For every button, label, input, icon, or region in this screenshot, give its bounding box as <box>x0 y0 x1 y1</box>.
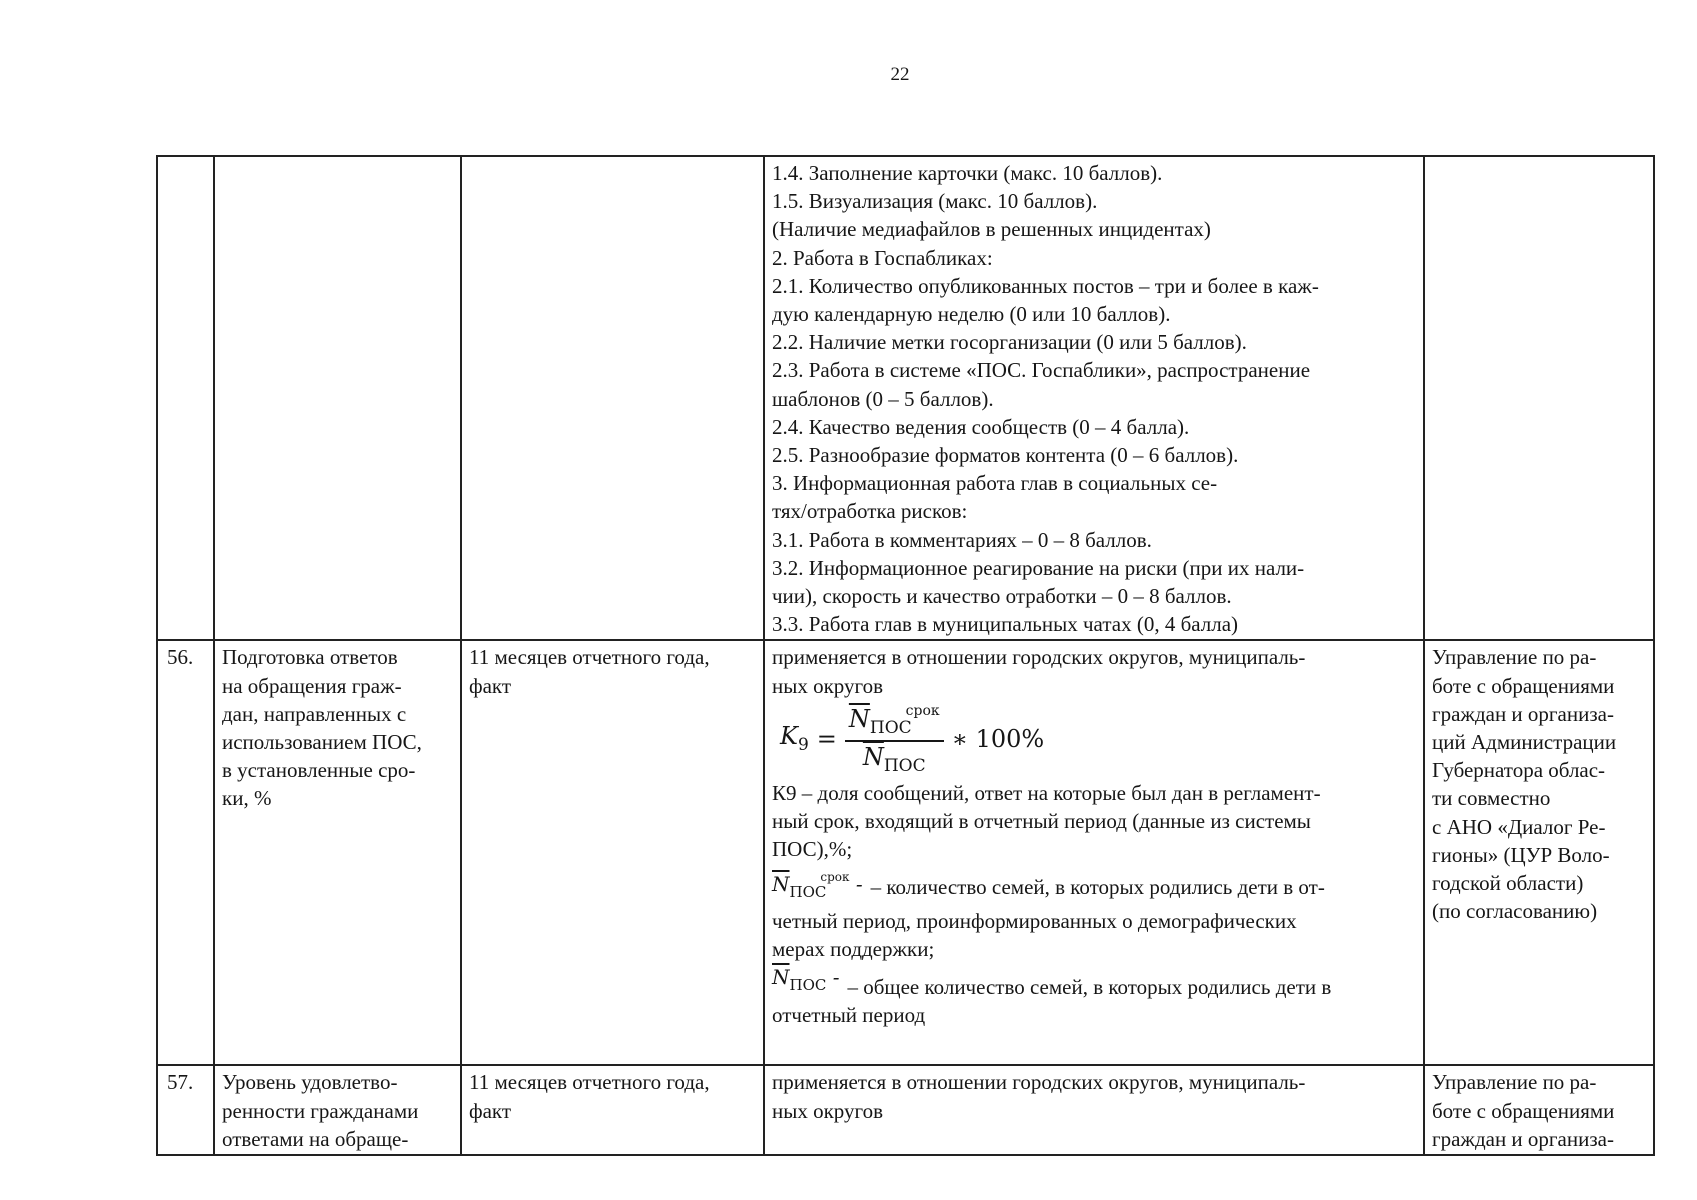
indicators-table <box>156 155 1655 1156</box>
indicator-line: Уровень удовлетво- <box>222 1070 398 1095</box>
cell-method <box>764 1065 1424 1155</box>
cell-responsible <box>1424 156 1654 640</box>
indicator-line: Подготовка ответов <box>222 645 398 670</box>
cell-method <box>764 156 1424 640</box>
formula-multiplier: ∗ 100% <box>951 725 1045 754</box>
indicator-line: дан, направленных с <box>222 701 407 726</box>
formula-fraction <box>845 704 944 775</box>
period-line: факт <box>469 1098 512 1123</box>
responsible-line: боте с обращениями <box>1432 1098 1615 1123</box>
n-srok-line: четный период, проинформированных о демографических <box>772 908 1297 933</box>
criteria-line: 3.2. Информационное реагирование на риски (при их нали- <box>772 555 1305 580</box>
cell-indicator <box>214 1065 461 1155</box>
period-line: 11 месяцев отчетного года, <box>469 1070 710 1095</box>
responsible-line: Управление по ра- <box>1432 645 1597 670</box>
criteria-line: 1.4. Заполнение карточки (макс. 10 баллов). <box>772 161 1163 185</box>
indicator-line: ки, % <box>222 786 272 811</box>
responsible-line: Управление по ра- <box>1432 1070 1597 1095</box>
row-number: 57. <box>167 1070 194 1095</box>
cell-period <box>461 1065 764 1155</box>
n-srok-line: – количество семей, в которых родились дети в от- <box>870 875 1325 900</box>
cell-number <box>157 156 214 640</box>
formula-lhs: $K_9$ <box>780 722 809 756</box>
criteria-line: 3. Информационная работа глав в социальных се- <box>772 471 1218 496</box>
table-row-57 <box>157 1065 1654 1155</box>
criteria-line: 3.3. Работа глав в муниципальных чатах (0, 4 балла) <box>772 612 1239 637</box>
criteria-line: 3.1. Работа в комментариях – 0 – 8 баллов. <box>772 527 1152 552</box>
responsible-line: (по согласованию) <box>1432 899 1598 924</box>
responsible-line: граждан и организа- <box>1432 1126 1614 1151</box>
period-line: 11 месяцев отчетного года, <box>469 645 710 670</box>
cell-responsible <box>1424 1065 1654 1155</box>
criteria-line: 1.5. Визуализация (макс. 10 баллов). <box>772 189 1098 214</box>
n-srok-definition <box>772 863 1416 906</box>
page-number: 22 <box>890 64 910 85</box>
method-line: ных округов <box>772 673 884 698</box>
method-line: применяется в отношении городских округов, муниципаль- <box>772 645 1306 670</box>
responsible-line: Губернатора облас- <box>1432 758 1606 783</box>
responsible-line: боте с обращениями <box>1432 673 1615 698</box>
responsible-line: с АНО «Диалог Ре- <box>1432 814 1606 839</box>
indicator-line: в установленные сро- <box>222 758 416 783</box>
criteria-line: (Наличие медиафайлов в решенных инцидентах) <box>772 217 1211 242</box>
criteria-line: дую календарную неделю (0 или 10 баллов). <box>772 302 1171 327</box>
method-line: применяется в отношении городских округов, муниципаль- <box>772 1070 1306 1095</box>
cell-method <box>764 640 1424 1065</box>
criteria-line: 2.4. Качество ведения сообществ (0 – 4 балла). <box>772 414 1190 439</box>
indicator-line: на обращения граж- <box>222 673 402 698</box>
n-total-symbol: $\overline{N}_{ПОС}$ - <box>772 965 840 995</box>
n-total-definition <box>772 963 1416 1001</box>
criteria-line: 2.5. Разнообразие форматов контента (0 – 6 баллов). <box>772 443 1239 468</box>
cell-period <box>461 640 764 1065</box>
table-row-56 <box>157 640 1654 1065</box>
responsible-line: граждан и организа- <box>1432 701 1614 726</box>
k9-definition-line: ПОС),%; <box>772 837 853 862</box>
formula-denominator: $\overline{N}_{ПОС}$ <box>862 742 926 776</box>
criteria-line: 2.1. Количество опубликованных постов – три и более в каж- <box>772 273 1319 298</box>
criteria-line: тях/отработка рисков: <box>772 499 968 524</box>
row-number: 56. <box>167 645 194 670</box>
criteria-line: шаблонов (0 – 5 баллов). <box>772 386 994 411</box>
criteria-line: чии), скорость и качество отработки – 0 – 8 баллов. <box>772 584 1232 609</box>
cell-number <box>157 640 214 1065</box>
n-srok-symbol: $\overline{N}_{ПОС}^{срок}$ - <box>772 870 863 902</box>
indicator-line: ответами на обраще- <box>222 1126 409 1151</box>
responsible-line: годской области) <box>1432 871 1584 896</box>
criteria-line: 2. Работа в Госпабликах: <box>772 245 993 270</box>
method-line: ных округов <box>772 1098 884 1123</box>
period-line: факт <box>469 673 512 698</box>
cell-indicator <box>214 640 461 1065</box>
n-srok-line: мерах поддержки; <box>772 936 935 961</box>
indicator-line: использованием ПОС, <box>222 730 422 755</box>
responsible-line: ти совместно <box>1432 786 1551 811</box>
k9-definition-line: К9 – доля сообщений, ответ на которые был дан в регламент- <box>772 780 1321 805</box>
n-total-line: отчетный период <box>772 1003 926 1028</box>
responsible-line: ций Администрации <box>1432 730 1617 755</box>
formula-equals: = <box>816 725 837 754</box>
criteria-line: 2.3. Работа в системе «ПОС. Госпаблики», распространение <box>772 358 1311 383</box>
n-total-line: – общее количество семей, в которых родились дети в <box>847 975 1332 1000</box>
k9-formula <box>780 704 1416 775</box>
formula-numerator: $\overline{N}_{ПОС}^{срок}$ <box>845 704 944 742</box>
responsible-line: гионы» (ЦУР Воло- <box>1432 842 1610 867</box>
k9-definition-line: ный срок, входящий в отчетный период (данные из системы <box>772 809 1311 834</box>
cell-responsible <box>1424 640 1654 1065</box>
indicator-line: ренности гражданами <box>222 1098 419 1123</box>
cell-period <box>461 156 764 640</box>
table-row-continuation <box>157 156 1654 640</box>
cell-indicator <box>214 156 461 640</box>
cell-number <box>157 1065 214 1155</box>
criteria-line: 2.2. Наличие метки госорганизации (0 или 5 баллов). <box>772 330 1247 355</box>
